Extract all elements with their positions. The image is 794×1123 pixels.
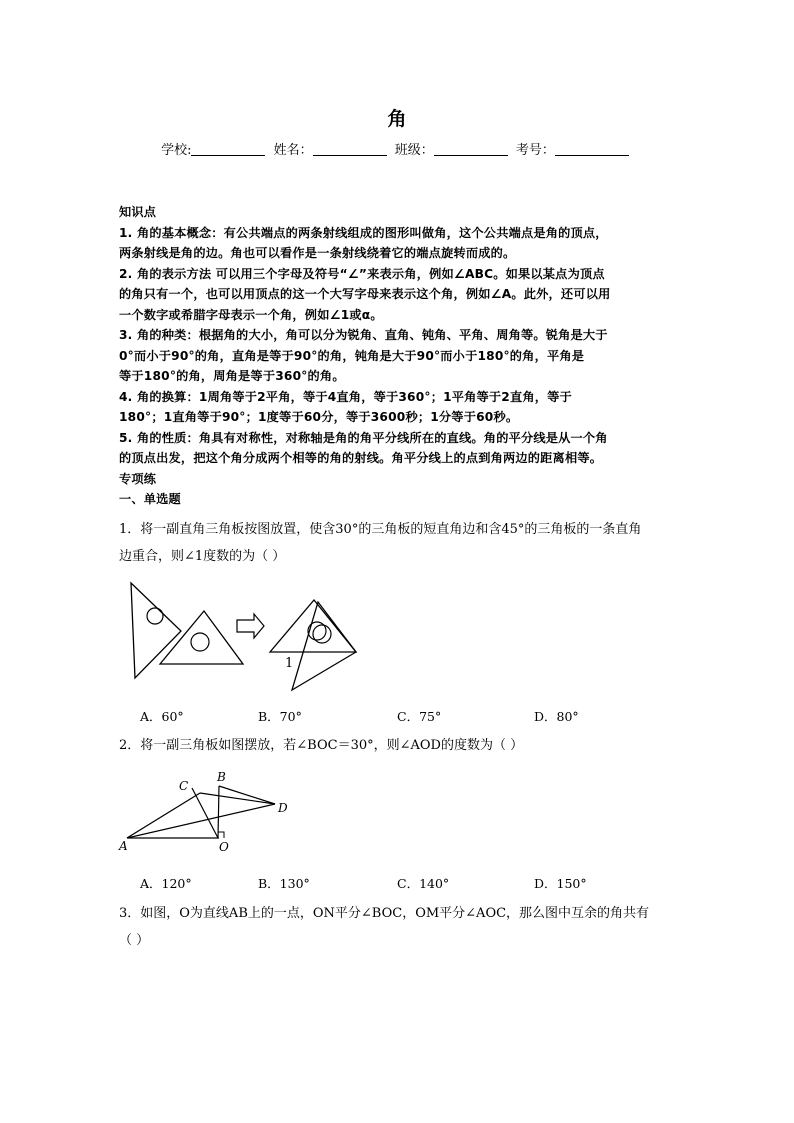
segment-ac	[127, 793, 200, 838]
knowledge-line: 1. 角的基本概念：有公共端点的两条射线组成的图形叫做角，这个公共端点是角的顶点，	[119, 225, 608, 240]
question-1-line-1: 1．将一副直角三角板按图放置，使含30°的三角板的短直角边和含45°的三角板的一条直角	[119, 522, 642, 537]
triangle-45	[160, 611, 243, 664]
label-d: D	[278, 801, 288, 815]
knowledge-line: 两条射线是角的边。角也可以看作是一条射线绕着它的端点旋转而成的。	[119, 246, 516, 260]
option-a[interactable]: A．120°	[140, 876, 192, 891]
knowledge-line: 等于180°的角，周角是等于360°的角。	[119, 369, 345, 383]
triangle-45-overlap	[270, 600, 356, 652]
segment-cd	[200, 793, 275, 804]
option-c[interactable]: C．75°	[397, 709, 442, 724]
option-b[interactable]: B．70°	[258, 709, 302, 724]
triangle-hole	[313, 625, 331, 643]
label-b: B	[217, 770, 226, 784]
knowledge-line: 一个数字或希腊字母表示一个角，例如∠1或α。	[119, 307, 383, 322]
knowledge-line: 4. 角的换算：1周角等于2平角，等于4直角，等于360°；1平角等于2直角，等于	[119, 389, 572, 404]
knowledge-line: 3. 角的种类：根据角的大小，角可以分为锐角、直角、钝角、平角、周角等。锐角是大于	[119, 328, 608, 342]
number-label: 考号：	[515, 143, 555, 158]
knowledge-line: 0°而小于90°的角，直角是等于90°的角，钝角是大于90°而小于180°的角，平角是	[119, 348, 585, 363]
right-angle-mark	[218, 832, 224, 838]
class-label: 班级：	[394, 143, 434, 158]
segment-bo	[218, 786, 219, 838]
triangle-hole	[191, 633, 209, 651]
option-c[interactable]: C．140°	[397, 876, 450, 891]
label-a: A	[119, 839, 128, 853]
knowledge-section	[119, 202, 679, 510]
question-1-line-2: 边重合，则∠1度数的为（ ）	[119, 549, 286, 564]
knowledge-line: 的角只有一个，也可以用顶点的这一个大写字母来表示这个角，例如∠A。此外，还可以用	[119, 287, 611, 301]
question-3	[119, 900, 679, 954]
knowledge-line: 2. 角的表示方法 可以用三个字母及符号“∠”来表示角，例如∠ABC。如果以某点为顶点	[119, 266, 605, 281]
question-1	[119, 516, 679, 570]
triangle-hole	[147, 608, 163, 624]
question-2-line-1: 2．将一副三角板如图摆放，若∠BOC＝30°，则∠AOD的度数为（ ）	[119, 738, 524, 753]
label-o: O	[219, 840, 229, 854]
label-c: C	[179, 779, 189, 793]
practice-heading: 专项练	[119, 471, 157, 486]
segment-bd	[219, 786, 275, 804]
option-d[interactable]: D．80°	[534, 709, 579, 724]
class-blank	[434, 143, 508, 156]
option-d[interactable]: D．150°	[534, 876, 587, 891]
question-3-line-2: （ ）	[119, 933, 150, 948]
knowledge-line: 5. 角的性质：角具有对称性，对称轴是角的角平分线所在的直线。角的平分线是从一个角	[119, 430, 608, 445]
question-2	[119, 732, 679, 759]
question-1-figure	[120, 578, 380, 698]
number-blank	[555, 143, 629, 156]
school-blank	[191, 143, 265, 156]
name-label: 姓名：	[273, 143, 313, 158]
angle-1-label: 1	[285, 656, 294, 671]
question-3-line-1: 3．如图，O为直线AB上的一点，ON平分∠BOC，OM平分∠AOC，那么图中互余的角共有	[119, 906, 650, 921]
segment-ad	[127, 804, 275, 838]
school-label: 学校:	[161, 143, 192, 158]
name-blank	[313, 143, 387, 156]
question-2-figure	[116, 766, 306, 856]
arrow-icon	[237, 614, 264, 638]
option-b[interactable]: B．130°	[258, 876, 310, 891]
knowledge-line: 的顶点出发，把这个角分成两个相等的角的射线。角平分线上的点到角两边的距离相等。	[119, 451, 603, 465]
option-a[interactable]: A．60°	[140, 709, 184, 724]
page-title: 角	[387, 108, 407, 130]
knowledge-heading: 知识点	[119, 205, 157, 219]
student-info-row	[0, 139, 794, 158]
section-heading: 一、单选题	[119, 492, 181, 506]
knowledge-line: 180°；1直角等于90°；1度等于60分，等于3600秒；1分等于60秒。	[119, 410, 519, 424]
